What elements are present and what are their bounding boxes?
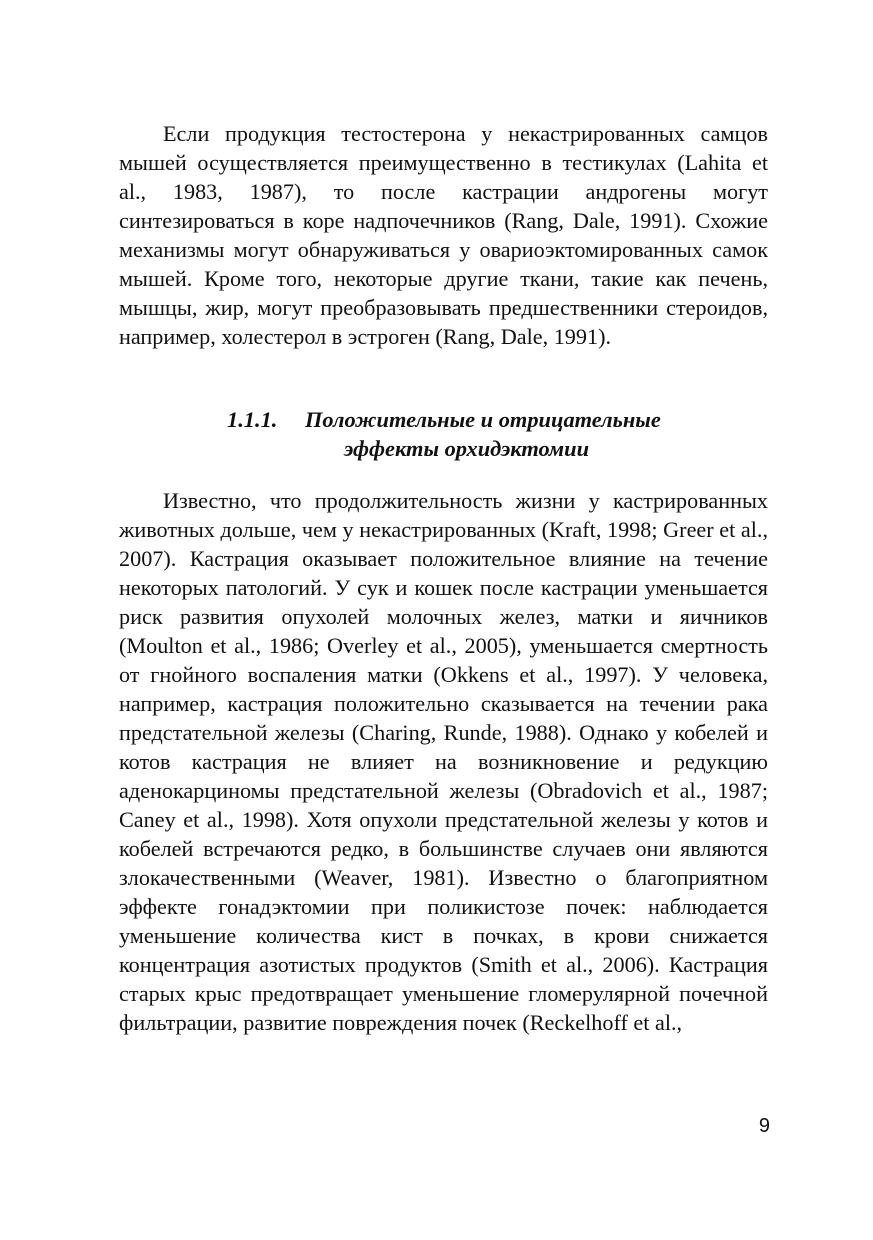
section-number: 1.1.1. [227,407,278,432]
body-paragraph-2: Известно, что продолжительность жизни у кастрированных животных дольше, чем у некастрированных (Kraft, 1998; Greer et al., 2007). Кастрация оказывает положительное влияние на течение некоторых патологий. У сук и кошек после кастрации уменьшается риск развития опухолей молочных желез, матки и яичников (Moulton et al., 1986; Overley et al., 2005), уменьшается смертность от гнойного воспаления матки (Okkens et al., 1997). У человека, например, кастрация положительно сказывается на течении рака предстательной железы (Charing, Runde, 1988). Однако у кобелей и котов кастрация не влияет на возникновение и редукцию аденокарциномы предстательной железы (Obradovich et al., 1987; Caney et al., 1998). Хотя опухоли предстательной железы у котов и кобелей встречаются редко, в большинстве случаев они являются злокачественными (Weaver, 1981). Известно о благоприятном эффекте гонадэктомии при поликистозе почек: наблюдается уменьшение количества кист в почках, в крови снижается концентрация азотистых продуктов (Smith et al., 2006). Кастрация старых крыс предотвращает уменьшение гломерулярной почечной фильтрации, развитие повреждения почек (Reckelhoff et al., [119,488,768,1035]
section-heading [119,405,768,463]
section-heading-line-1 [119,405,768,434]
body-paragraph-1: Если продукция тестостерона у некастрированных самцов мышей осуществляется преимущественно в тестикулах (Lahita et al., 1983, 1987), то после кастрации андрогены могут синтезироваться в коре надпочечников (Rang, Dale, 1991). Схожие механизмы могут обнаруживаться у овариоэктомированных самок мышей. Кроме того, некоторые другие ткани, такие как печень, мышцы, жир, могут преобразовывать предшественники стероидов, например, холестерол в эстроген (Rang, Dale, 1991). [119,121,768,349]
section-title-line-2: эффекты орхидэктомии [344,436,590,461]
section-title-line-1: Положительные и отрицательные [305,407,661,432]
page-number: 9 [758,1115,770,1137]
